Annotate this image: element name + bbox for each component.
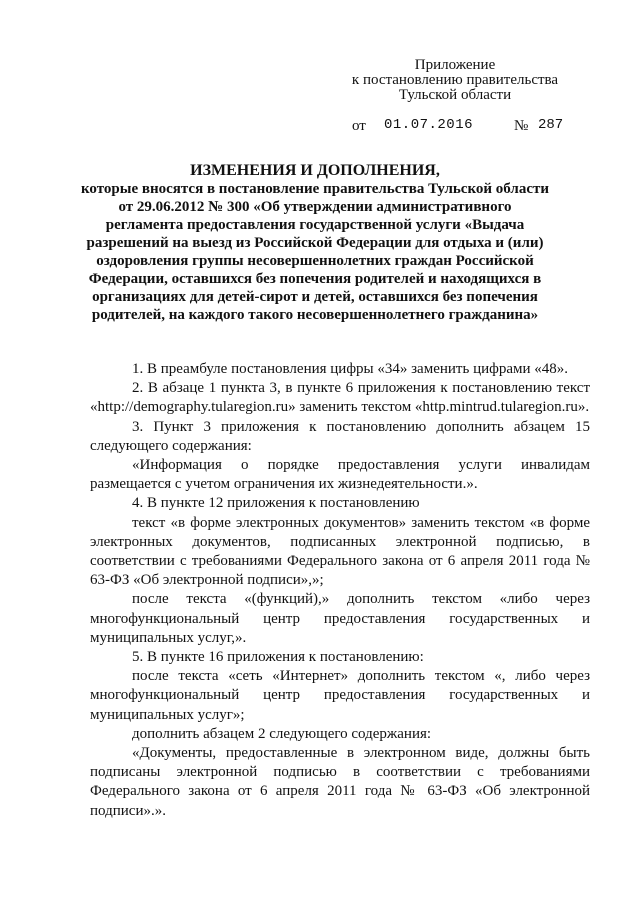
- document-date-number: [352, 118, 582, 136]
- date-prefix: от: [352, 118, 366, 134]
- appendix-line: Приложение: [414, 57, 496, 73]
- title-subtitle: которые вносятся в постановление правительства Тульской области от 29.06.2012 № 300 «Об утверждении административного регламента предоставления государственной услуги «Выдача разрешений на выезд из Российской Федерации для отдыха и (или) оздоровления группы несовершеннолетних граждан Российской Федерации, оставшихся без попечения родителей и находящихся в организациях для детей-сирот и детей, оставшихся без попечения родителей, на каждого такого несовершеннолетнего гражданина»: [80, 181, 550, 323]
- paragraph: 2. В абзаце 1 пункта 3, в пункте 6 приложения к постановлению текст «http://demography.tularegion.ru» заменить текстом «http.mintrud.tularegion.ru».: [90, 380, 590, 416]
- paragraph: после текста «(функций),» дополнить текстом «либо через многофункциональный центр предоставления государственных и муниципальных услуг,».: [90, 591, 590, 646]
- paragraph: 5. В пункте 16 приложения к постановлению:: [132, 649, 424, 666]
- paragraph: 3. Пункт 3 приложения к постановлению дополнить абзацем 15 следующего содержания:: [90, 418, 590, 454]
- appendix-line: к постановлению правительства: [351, 72, 559, 88]
- appendix-block: [330, 58, 580, 103]
- paragraph: после текста «сеть «Интернет» дополнить текстом «, либо через многофункциональный центр предоставления государственных и муниципальных услуг»;: [90, 668, 590, 723]
- document-date: 01.07.2016: [384, 117, 474, 133]
- number-prefix: №: [514, 118, 529, 134]
- paragraph: дополнить абзацем 2 следующего содержания:: [132, 725, 432, 742]
- document-number: 287: [538, 117, 564, 133]
- appendix-line: Тульской области: [398, 87, 512, 103]
- paragraph: «Информация о порядке предоставления услуги инвалидам размещается с учетом ограничения их жизнедеятельности.».: [90, 457, 590, 493]
- document-title: [80, 162, 550, 324]
- document-body: [90, 360, 590, 821]
- paragraph: «Документы, предоставленные в электронном виде, должны быть подписаны электронной подписью в соответствии с требованиями Федерального закона от 6 апреля 2011 года № 63-ФЗ «Об электронной подписи».».: [90, 745, 590, 819]
- paragraph: текст «в форме электронных документов» заменить текстом «в форме электронных документов, подписанных электронной подписью, в соответствии с требованиями Федерального закона от 6 апреля 2011 года № 63-ФЗ «Об электронной подписи»,»;: [90, 514, 590, 589]
- paragraph: 4. В пункте 12 приложения к постановлению: [132, 495, 420, 512]
- title-heading: ИЗМЕНЕНИЯ И ДОПОЛНЕНИЯ,: [190, 162, 440, 179]
- paragraph: 1. В преамбуле постановления цифры «34» заменить цифрами «48».: [132, 361, 569, 377]
